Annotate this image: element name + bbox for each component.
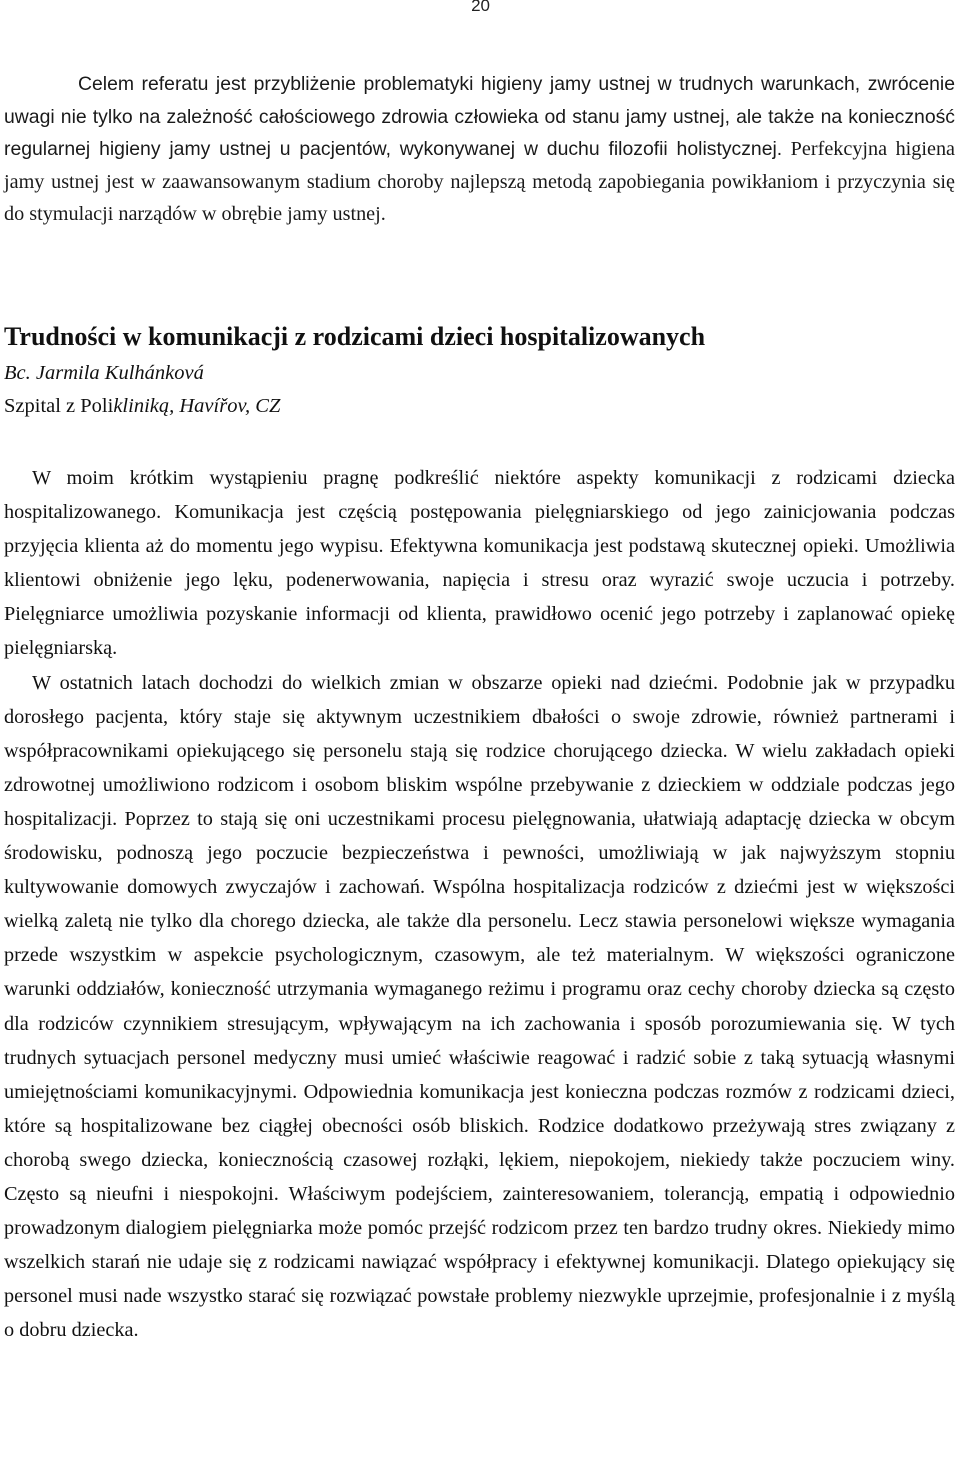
article-title: Trudności w komunikacji z rodzicami dzieci hospitalizowanych xyxy=(4,322,706,351)
intro-text-sans: Celem referatu jest przybliżenie problematyki higieny jamy ustnej w trudnych warunkach, zwrócenie uwagi nie tylko na zależność całościowego zdrowia człowieka od stanu jamy ustnej, ale także na konieczność regularnej higieny jamy ustnej u pacjentów, wykonywanej w duchu filozofii holistycznej. xyxy=(4,73,955,161)
body-paragraph-2: W ostatnich latach dochodzi do wielkich zmian w obszarze opieki nad dziećmi. Podobnie jak w przypadku dorosłego pacjenta, który staje się aktywnym uczestnikiem dbałości o swoje zdrowie, również partnerami i współpracownikami opiekującego się personelu stają się rodzice chorującego dziecka. W wielu zakładach opieki zdrowotnej umożliwiono rodzicom i osobom bliskim wspólne przebywanie z dzieckiem w oddziale podczas jego hospitalizacji. Poprzez to stają się oni uczestnikami procesu pielęgnowania, ułatwiają adaptację dziecka w obcym środowisku, podnoszą jego poczucie bezpieczeństwa i pewności, umożliwiają w jak najwyższym stopniu kultywowanie domowych zwyczajów i zachowań. Wspólna hospitalizacja rodziców z dziećmi jest w większości wielką zaletą nie tylko dla chorego dziecka, ale także dla personelu. Lecz stawia personelowi większe wymagania przede wszystkim w aspekcie psychologicznym, czasowym, ale też materialnym. W większości ograniczone warunki oddziałów, konieczność utrzymania wymaganego reżimu i programu oraz cechy choroby dziecka są często dla rodziców czynnikiem stresującym, wpływającym na ich zachowania i sposób porozumiewania się. W tych trudnych sytuacjach personel medyczny musi umieć właściwie reagować i radzić sobie z taką sytuacją własnymi umiejętnościami komunikacyjnymi. Odpowiednia komunikacja jest konieczna podczas rozmów z rodzicami dzieci, które są hospitalizowane bez ciągłej obecności osób bliskich. Rodzice dodatkowo przeżywają stres związany z chorobą swego dziecka, koniecznością czasowej rozłąki, lękiem, niepokojem, niekiedy także poczuciem winy. Często są nieufni i niespokojni. Właściwym podejściem, zainteresowaniem, tolerancją, empatią i odpowiednio prowadzonym dialogiem pielęgniarka może pomóc przejść rodzicom przez ten bardzo trudny okres. Niekiedy mimo wszelkich starań nie udaje się z rodzicami nawiązać współpracy i efektywnej komunikacji. Dlatego opiekujący się personel musi nade wszystko starać się rozwiązać powstałe problemy niezwykle uprzejmie, profesjonalnie i z myślą o dobru dziecka. xyxy=(4,671,955,1342)
author-affiliation xyxy=(4,395,280,418)
article-body xyxy=(4,461,955,1347)
page-number: 20 xyxy=(471,0,490,15)
body-paragraph-1: W moim krótkim wystąpieniu pragnę podkreślić niektóre aspekty komunikacji z rodzicami dziecka hospitalizowanego. Komunikacja jest częścią postępowania pielęgniarskiego od jego zainicjowania podczas przyjęcia klienta aż do momentu jego wypisu. Efektywna komunikacja jest podstawą skutecznej opieki. Umożliwia klientowi obniżenie jego lęku, podenerwowania, napięcia i stresu oraz wyrazić swoje uczucia i potrzeby. Pielęgniarce umożliwia pozyskanie informacji od klienta, prawidłowo ocenić jego potrzeby i zaplanować opiekę pielęgniarską. xyxy=(4,467,955,660)
intro-paragraph xyxy=(4,68,955,231)
intro-text-serif: Perfekcyjna higiena jamy ustnej jest w zaawansowanym stadium choroby najlepszą metodą zapobiegania powikłaniom i przyczynia się do stymulacji narządów w obrębie jamy ustnej. xyxy=(4,138,955,226)
affiliation-plain: Szpital z Poli xyxy=(4,395,114,417)
affiliation-italic: kliniką, Havířov, CZ xyxy=(113,395,281,417)
author-name: Bc. Jarmila Kulhánková xyxy=(4,362,204,384)
